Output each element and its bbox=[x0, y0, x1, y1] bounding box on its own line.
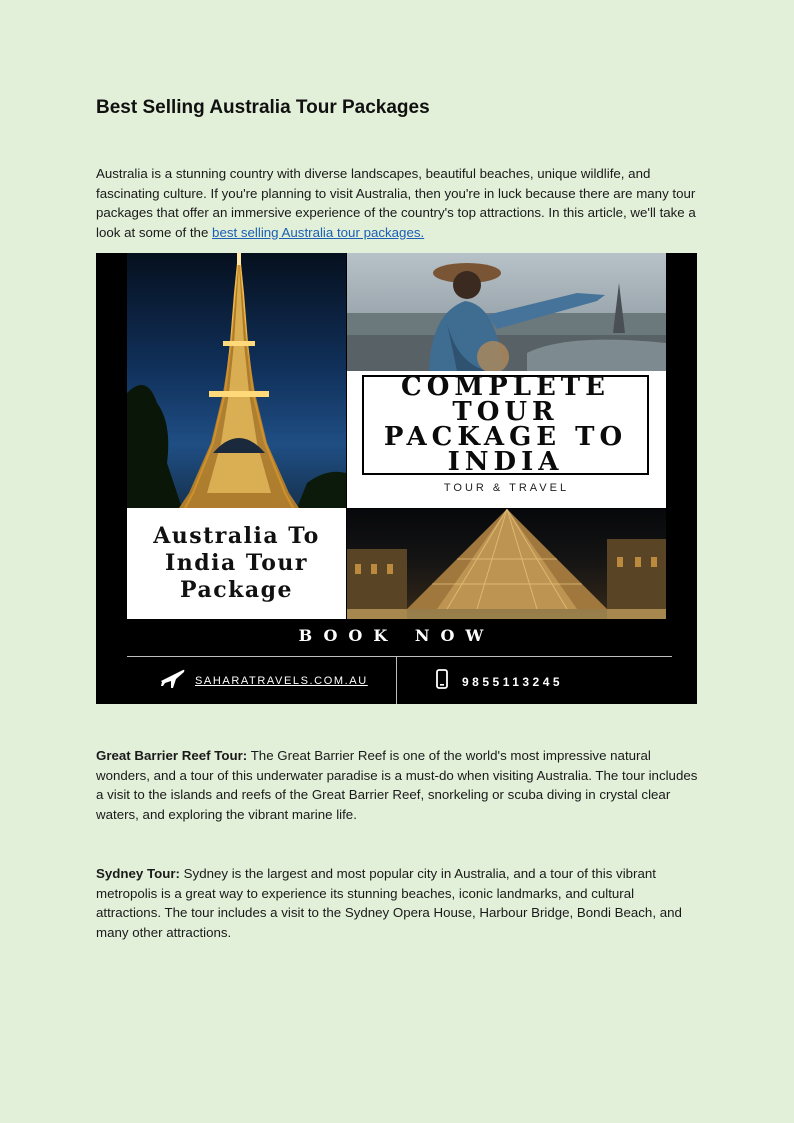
sydney-section bbox=[96, 864, 698, 942]
headline-frame bbox=[362, 372, 649, 477]
section-body: The Great Barrier Reef is one of the world's most impressive natural wonders, and a tour of this underwater paradise is a must-do when visiting Australia. The tour includes a visit to the islands and reefs of the Great Barrier Reef, snorkeling or scuba diving in crystal clear waters, and exploring the vibrant marine life. bbox=[96, 748, 698, 822]
section-body: Sydney is the largest and most popular city in Australia, and a tour of this vibrant metropolis is a great way to experience its stunning beaches, iconic landmarks, and cultural attractions. The tour includes a visit to the Sydney Opera House, Harbour Bridge, Bondi Beach, and many other attractions. bbox=[96, 866, 682, 940]
mobile-phone-icon bbox=[436, 669, 448, 694]
banner-subhead: TOUR & TRAVEL bbox=[443, 482, 570, 494]
headline-card bbox=[347, 371, 666, 508]
paris-traveler-photo bbox=[347, 253, 666, 371]
book-now-cta: BOOK NOW bbox=[298, 626, 495, 645]
louvre-pyramid-photo bbox=[347, 509, 666, 619]
divider bbox=[127, 656, 672, 657]
banner-headline: COMPLETE TOUR PACKAGE TO INDIA bbox=[383, 372, 628, 477]
phone-contact bbox=[436, 669, 563, 694]
package-title-card bbox=[127, 508, 346, 619]
intro-text: Australia is a stunning country with diverse landscapes, beautiful beaches, unique wildlife, and fascinating culture. If you're planning to visit Australia, then you're in luck because there are many tour packages that offer an immersive experience of the country's top attractions. In this article, we'll take a look at some of the bbox=[96, 166, 696, 240]
website-url: SAHARATRAVELS.COM.AU bbox=[195, 674, 368, 687]
eiffel-tower-photo bbox=[127, 253, 346, 508]
tour-banner-image bbox=[96, 253, 697, 704]
website-contact bbox=[159, 667, 368, 694]
section-heading: Sydney Tour: bbox=[96, 866, 180, 881]
page-title: Best Selling Australia Tour Packages bbox=[96, 97, 430, 118]
section-heading: Great Barrier Reef Tour: bbox=[96, 748, 248, 763]
divider bbox=[396, 657, 397, 704]
great-barrier-reef-section bbox=[96, 746, 698, 824]
airplane-icon bbox=[159, 667, 185, 694]
intro-paragraph bbox=[96, 164, 698, 242]
tour-packages-link[interactable]: best selling Australia tour packages. bbox=[212, 224, 425, 240]
phone-number: 9855113245 bbox=[462, 674, 564, 689]
package-title: Australia To India Tour Package bbox=[153, 523, 320, 603]
